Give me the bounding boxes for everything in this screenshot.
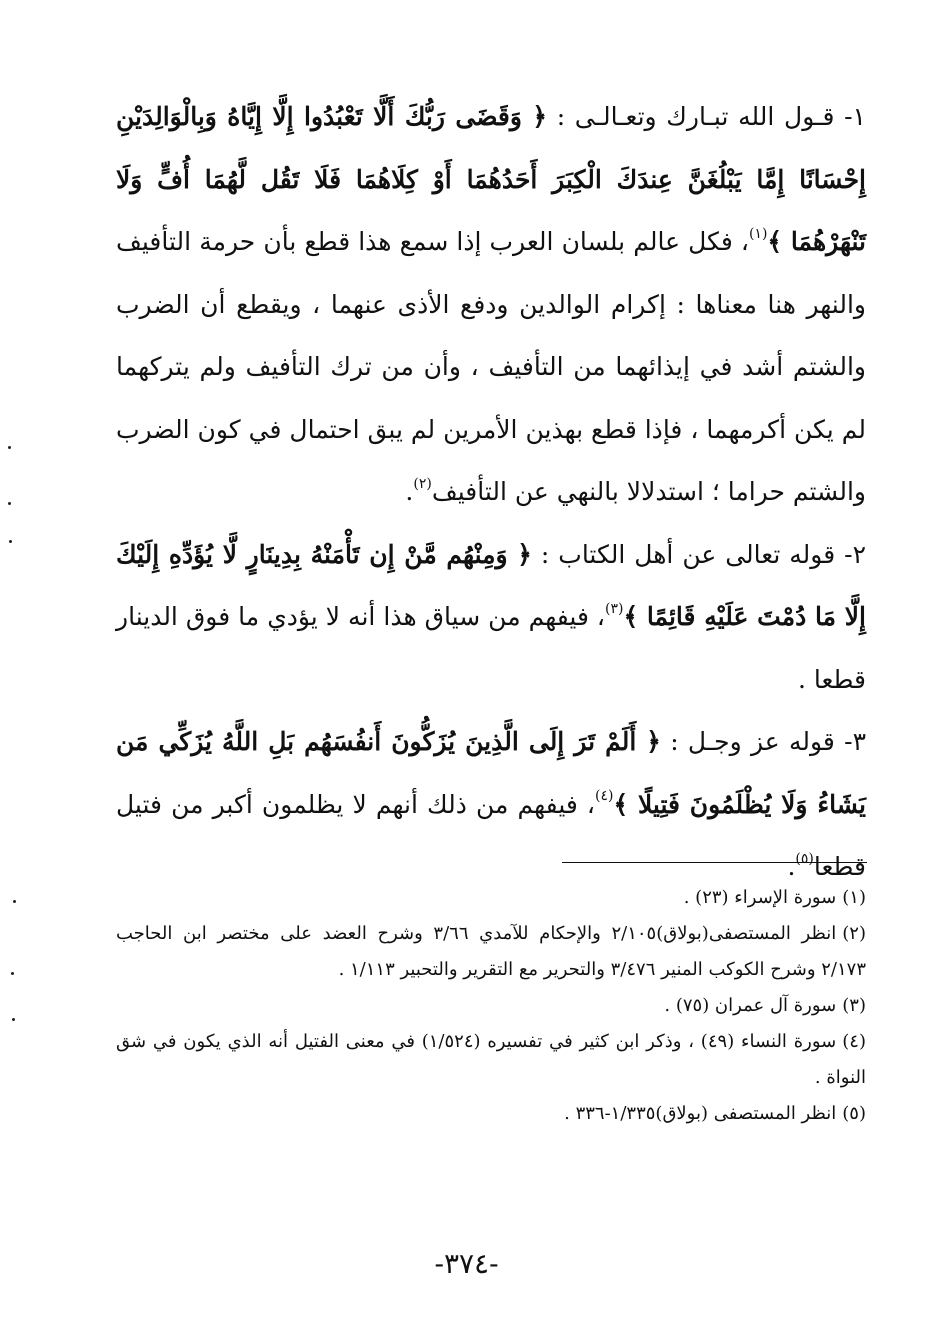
- footnote-1: [116, 880, 866, 916]
- paragraph-lead: قوله تعالى عن أهل الكتاب :: [531, 539, 836, 569]
- footnote-number: (٣): [842, 995, 866, 1016]
- paragraph-text: ، فيفهم من سياق هذا أنه لا يؤدي ما فوق الدينار قطعا .: [116, 602, 866, 694]
- footnote-ref: (٢): [413, 475, 432, 492]
- paragraph-text: ، فكل عالم بلسان العرب إذا سمع هذا قطع بأن حرمة التأفيف والنهر هنا معناها : إكرام الوالدين ودفع الأذى عنهما ، ويقطع أن الضرب والشتم أشد في إيذائهما من التأفيف ، وأن من ترك التأفيف ولم يتركهما لم يكن أكرمهما ، فإذا قطع بهذين الأمرين لم يبق احتمال في كون الضرب والشتم حراما ؛ استدلالا بالنهي عن التأفيف: [116, 227, 866, 506]
- paragraph-text: ، فيفهم من ذلك أنهم لا يظلمون أكبر من فتيل قطعا: [116, 789, 866, 881]
- footnote-text: سورة النساء (٤٩) ، وذكر ابن كثير في تفسيره (١/٥٢٤) في معنى الفتيل أنه الذي يكون في شق النواة .: [116, 1031, 866, 1088]
- footnote-2: [116, 916, 866, 988]
- footnote-3: [116, 988, 866, 1024]
- footnote-text: انظر المستصفى(بولاق)٢/١٠٥ والإحكام للآمدي ٣/٦٦ وشرح العضد على مختصر ابن الحاجب ٢/١٧٣ وشرح الكوكب المنير ٣/٤٧٦ والتحرير مع التقرير والتحبير ١/١١٣ .: [116, 923, 866, 980]
- paragraph-2: [116, 524, 866, 712]
- quran-verse: ﴿ وَمِنْهُم مَّنْ إِن تَأْمَنْهُ بِدِينَارٍ لَّا يُؤَدِّهِ إِلَيْكَ إِلَّا مَا دُمْتَ عَلَيْهِ قَائِمًا ﴾: [116, 539, 866, 631]
- footnote-number: (٢): [842, 923, 866, 944]
- scan-mark: [8, 446, 11, 449]
- footnote-divider: [562, 862, 867, 863]
- footnote-text: انظر المستصفى (بولاق)١/٣٣٥-٣٣٦ .: [564, 1103, 837, 1124]
- footnote-ref: (٥): [795, 850, 814, 867]
- scan-mark: [12, 1018, 15, 1021]
- footnote-number: (١): [842, 887, 866, 908]
- paragraph-lead: قوله عز وجـل :: [660, 727, 835, 756]
- paragraph-number: ١-: [834, 102, 866, 131]
- paragraph-lead: قـول الله تبـارك وتعـالـى :: [547, 102, 835, 131]
- footnote-number: (٤): [842, 1031, 866, 1052]
- main-text: [116, 86, 866, 899]
- page-number: -٣٧٤-: [434, 1247, 499, 1280]
- scan-mark: [13, 900, 16, 903]
- footnote-ref: (٤): [595, 788, 614, 805]
- scan-mark: [8, 502, 11, 505]
- footnote-5: [116, 1096, 866, 1132]
- paragraph-number: ٢-: [835, 539, 866, 569]
- footnote-4: [116, 1024, 866, 1096]
- quran-verse: ﴿ وَقَضَى رَبُّكَ أَلَّا تَعْبُدُوا إِلَّا إِيَّاهُ وَبِالْوَالِدَيْنِ إِحْسَانًا إِمَّا يَبْلُغَنَّ عِندَكَ الْكِبَرَ أَحَدُهُمَا أَوْ كِلَاهُمَا فَلَا تَقُل لَّهُمَا أُفٍّ وَلَا تَنْهَرْهُمَا ﴾: [116, 102, 867, 256]
- footnote-ref: (٣): [605, 600, 624, 617]
- paragraph-number: ٣-: [834, 727, 866, 756]
- footnote-text: سورة الإسراء (٢٣) .: [683, 887, 837, 908]
- footnote-ref: (١): [748, 225, 768, 242]
- paragraph-3: [116, 711, 866, 899]
- paragraph-end: .: [787, 852, 796, 881]
- scan-mark: [11, 972, 14, 975]
- scan-mark: [9, 540, 12, 543]
- quran-verse: ﴿ أَلَمْ تَرَ إِلَى الَّذِينَ يُزَكُّونَ أَنفُسَهُم بَلِ اللَّهُ يُزَكِّي مَن يَشَاءُ وَلَا يُظْلَمُونَ فَتِيلًا ﴾: [116, 727, 866, 819]
- paragraph-1: [116, 86, 866, 524]
- footnote-text: سورة آل عمران (٧٥) .: [664, 995, 837, 1016]
- paragraph-end: .: [405, 477, 414, 506]
- footnote-number: (٥): [842, 1103, 866, 1124]
- footnotes: [116, 880, 866, 1132]
